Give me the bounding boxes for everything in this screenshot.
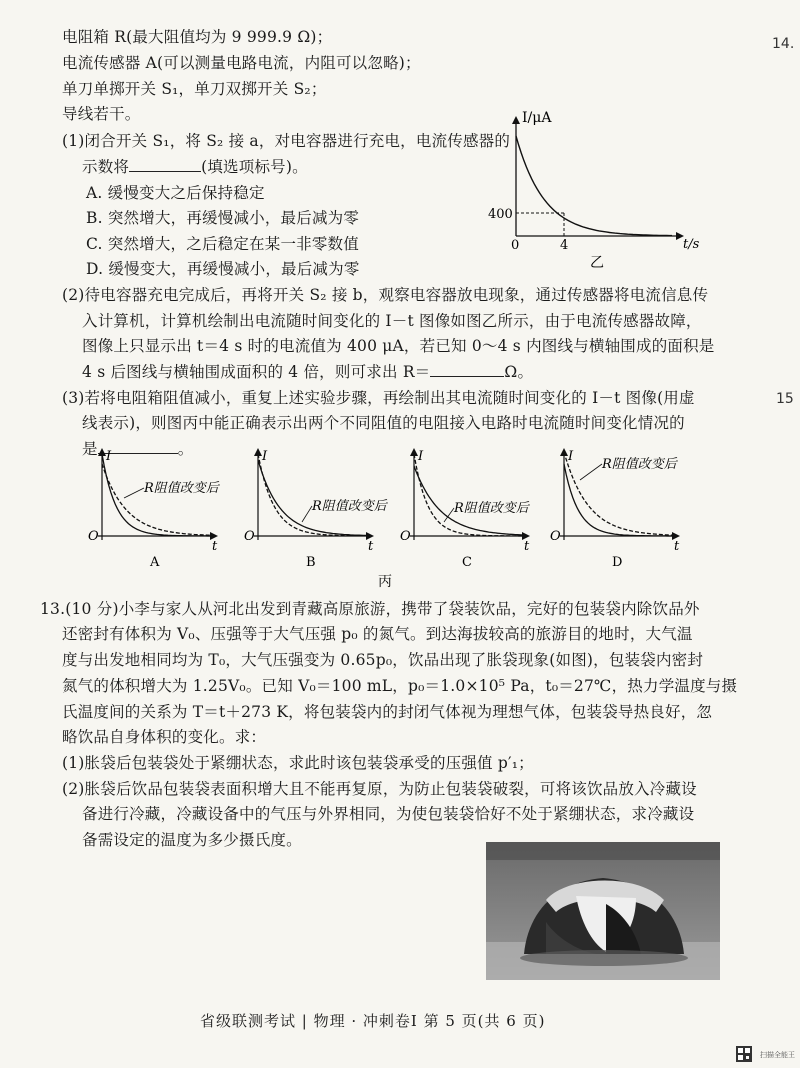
origin-label: O — [88, 529, 99, 544]
q13-line4: 氮气的体积增大为 1.25V₀。已知 V₀＝100 mL，p₀＝1.0×10⁵ Pa，t₀＝27℃，热力学温度与摄 — [62, 677, 738, 695]
q13-sub2-line1: (2)胀袋后饮品包装袋表面积增大且不能再复原，为防止包装袋破裂，可将该饮品放入冷藏设 — [62, 780, 697, 798]
q12-part3-text-b: 。 — [177, 440, 194, 458]
equipment-switches: 单刀单掷开关 S₁，单刀双掷开关 S₂； — [62, 80, 327, 98]
graph-bing-panel-d — [550, 448, 680, 570]
origin-label: O — [550, 529, 561, 544]
next-column-q14: 14. — [772, 36, 795, 52]
option-b: B. 突然增大，再缓慢减小，最后减为零 — [86, 209, 360, 227]
q13-line3: 度与出发地相同均为 T₀，大气压强变为 0.65p₀，饮品出现了胀袋现象(如图)，包装袋内密封 — [62, 651, 704, 669]
origin-label: O — [244, 529, 255, 544]
graph-bing-panel-c — [400, 448, 531, 570]
q13-sub2-line3: 备需设定的温度为多少摄氏度。 — [82, 831, 302, 849]
curve-label: R阻值改变后 — [454, 501, 529, 516]
curve-changed-a — [102, 464, 212, 535]
swollen-pouch-photo — [486, 842, 720, 980]
axis-i-label: I — [568, 449, 574, 464]
q12-part1-text-b: (填选项标号)。 — [201, 158, 308, 176]
curve-original-b — [258, 460, 368, 536]
graph-yi-xlabel: t/s — [683, 237, 700, 252]
graph-bing-panel-a — [88, 448, 221, 570]
q12-part1-line2 — [82, 157, 308, 177]
q12-part1-line1: (1)闭合开关 S₁，将 S₂ 接 a，对电容器进行充电，电流传感器的 — [62, 132, 511, 150]
curve-original-d — [564, 464, 674, 536]
option-c: C. 突然增大，之后稳定在某一非零数值 — [86, 235, 359, 253]
graph-yi-origin: 0 — [511, 238, 520, 253]
q13-line1: 13.(10 分)小李与家人从河北出发到青藏高原旅游，携带了袋装饮品，完好的包装袋内除饮品外 — [40, 600, 700, 618]
axis-t-label: t — [368, 539, 374, 554]
option-letter: A — [150, 555, 160, 570]
curve-label: R阻值改变后 — [602, 457, 677, 472]
scanner-watermark: 扫描全能王 — [760, 1051, 795, 1059]
q12-part3-line2: 线表示)，则图丙中能正确表示出两个不同阻值的电阻接入电路时电流随时间变化情况的 — [82, 414, 685, 432]
q12-part3-line1: (3)若将电阻箱阻值减小，重复上述实验步骤，再绘制出其电流随时间变化的 I－t 图像(用虚 — [62, 389, 695, 407]
option-d: D. 缓慢变大，再缓慢减小，最后减为零 — [86, 260, 360, 278]
axis-t-label: t — [212, 539, 218, 554]
curve-label: R阻值改变后 — [312, 499, 387, 514]
q13-line6: 略饮品自身体积的变化。求： — [62, 728, 267, 746]
graph-yi-ytick: 400 — [488, 207, 513, 222]
equipment-current-sensor: 电流传感器 A(可以测量电路电流，内阻可以忽略)； — [62, 54, 421, 72]
option-letter: D — [612, 555, 623, 570]
graph-bing-panel-b — [244, 448, 389, 570]
graph-yi-xtick: 4 — [560, 238, 569, 253]
axis-i-label: I — [106, 449, 112, 464]
q12-part1-text-a: 示数将 — [82, 158, 130, 176]
q13-sub1: (1)胀袋后包装袋处于紧绷状态，求此时该包装袋承受的压强值 p′₁； — [62, 754, 534, 772]
q12-part2-text-a: 4 s 后图线与横轴围成面积的 4 倍，则可求出 R＝ — [82, 363, 431, 381]
q13-line5: 氏温度间的关系为 T＝t＋273 K，将包装袋内的封闭气体视为理想气体，包装袋导热良好，忽 — [62, 703, 713, 721]
option-letter: C — [462, 555, 472, 570]
graph-yi — [486, 108, 716, 270]
origin-label: O — [400, 529, 411, 544]
answer-blank-2[interactable] — [430, 362, 504, 377]
graphs-bing-caption: 丙 — [378, 574, 392, 590]
graph-yi-caption: 乙 — [590, 255, 604, 270]
next-column-q15: 15 — [776, 391, 794, 407]
q13-line2: 还密封有体积为 V₀、压强等于大气压强 p₀ 的氮气。到达海拔较高的旅游目的地时，大气温 — [62, 625, 693, 643]
axis-t-label: t — [674, 539, 680, 554]
answer-blank-1[interactable] — [129, 157, 201, 172]
graph-yi-ylabel: I/μA — [522, 110, 552, 126]
q12-part2-line3: 图像上只显示出 t＝4 s 时的电流值为 400 μA，若已知 0～4 s 内图线与横轴围成的面积是 — [82, 337, 715, 355]
axis-i-label: I — [262, 449, 268, 464]
scanner-logo-icon — [736, 1046, 758, 1062]
q12-part3-text-a: 是 — [82, 440, 98, 458]
q12-part2-text-b: Ω。 — [504, 363, 534, 381]
q12-part2-line4 — [82, 362, 533, 382]
q12-part2-line2: 入计算机，计算机绘制出电流随时间变化的 I－t 图像如图乙所示，由于电流传感器故障， — [82, 312, 702, 330]
option-a: A. 缓慢变大之后保持稳定 — [86, 184, 265, 202]
curve-changed-b — [258, 454, 368, 536]
option-letter: B — [306, 555, 316, 570]
page-footer: 省级联测考试 | 物理 · 冲刺卷Ⅰ 第 5 页(共 6 页) — [200, 1012, 546, 1030]
q12-part2-line1: (2)待电容器充电完成后，再将开关 S₂ 接 b，观察电容器放电现象，通过传感器将电流信息传 — [62, 286, 709, 304]
graphs-bing — [80, 440, 700, 590]
equipment-resistance-box: 电阻箱 R(最大阻值均为 9 999.9 Ω)； — [62, 28, 333, 46]
axis-t-label: t — [524, 539, 530, 554]
equipment-wires: 导线若干。 — [62, 105, 141, 123]
q13-sub2-line2: 备进行冷藏，冷藏设备中的气压与外界相同，为使包装袋恰好不处于紧绷状态，求冷藏设 — [82, 805, 695, 823]
curve-label: R阻值改变后 — [144, 481, 219, 496]
curve-changed-c — [414, 454, 524, 536]
axis-i-label: I — [418, 449, 424, 464]
